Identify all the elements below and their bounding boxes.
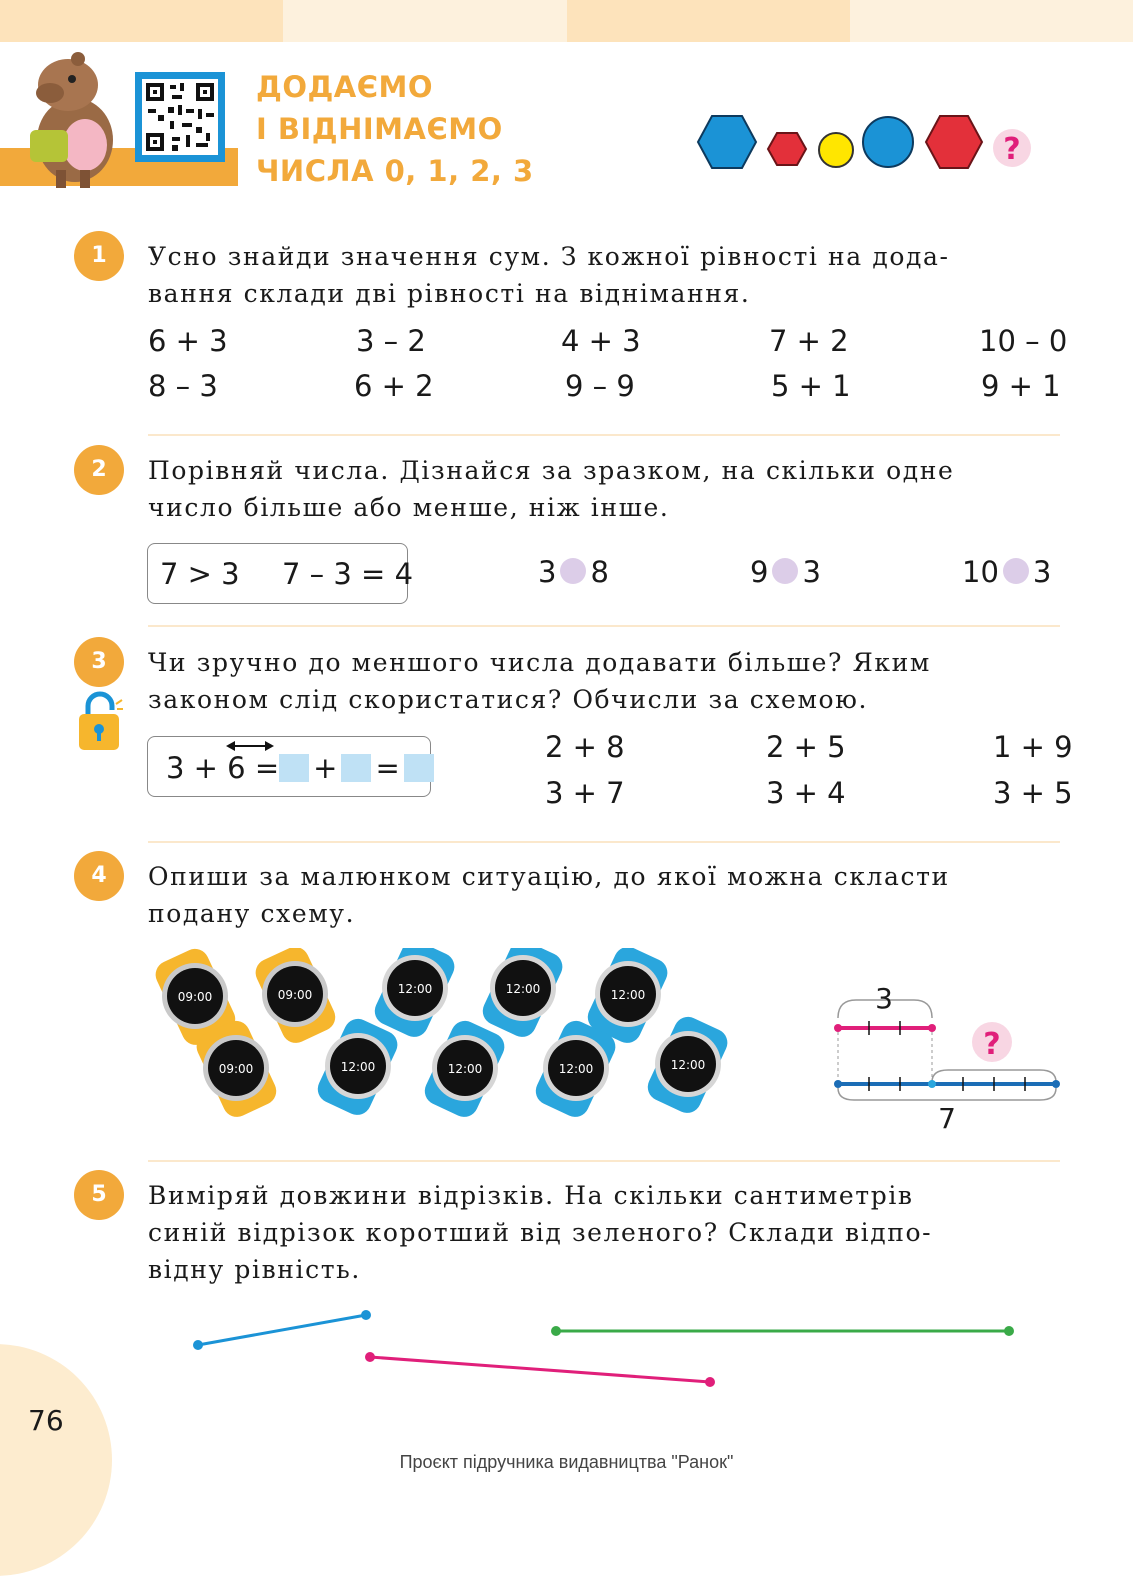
- svg-text:12:00: 12:00: [397, 982, 433, 996]
- yellow-watch-image: [251, 948, 340, 1048]
- comparison-blank-circle[interactable]: [1003, 558, 1029, 584]
- comparison-left: 9: [750, 555, 769, 589]
- red-hexagon-shape: [926, 116, 982, 168]
- blue-watch-image: [313, 1014, 402, 1119]
- segments-drawing: [180, 1300, 1030, 1400]
- publisher-credit: Проєкт підручника видавництва "Ранок": [399, 1452, 734, 1472]
- task-3-text-line-1: Чи зручно до меншого числа додавати більше? Яким: [148, 648, 931, 677]
- blue-segment: [198, 1315, 366, 1345]
- page-number: 76: [28, 1404, 64, 1437]
- blue-watch-image: [478, 948, 567, 1042]
- task-2-number: 2: [74, 445, 124, 495]
- qr-code-frame[interactable]: [135, 72, 225, 162]
- task-3-text: [148, 644, 1028, 718]
- task-3-text-line-2: законом слід скористатися? Обчисли за схемою.: [148, 685, 869, 714]
- svg-text:12:00: 12:00: [558, 1062, 594, 1076]
- task-4-text-line-2: подану схему.: [148, 899, 356, 928]
- task-3-expression: 1 + 9: [993, 730, 1073, 764]
- qr-code-image: [142, 79, 218, 155]
- task-1-text-line-2: вання склади дві рівності на віднімання.: [148, 279, 751, 308]
- red-hexagon-small-shape: [768, 133, 806, 165]
- task-1-text: [148, 238, 1028, 312]
- example-comparison: 7 > 3: [160, 557, 240, 591]
- task-2-text: [148, 452, 1028, 526]
- task-3-expression: 3 + 7: [545, 776, 625, 810]
- svg-text:12:00: 12:00: [670, 1058, 706, 1072]
- comparison-left: 10: [962, 555, 999, 589]
- segment-scheme-diagram: [828, 978, 1068, 1138]
- shape-pattern: [690, 108, 1040, 178]
- scheme-plus: +: [313, 751, 338, 785]
- scheme-expression: [166, 751, 434, 785]
- task-1-number: 1: [74, 231, 124, 281]
- task-1-expression: 9 + 1: [981, 369, 1061, 403]
- task-1-expression: 9 – 9: [565, 369, 635, 403]
- task-4-text-line-1: Опиши за малюнком ситуацію, до якої можна скласти: [148, 862, 950, 891]
- task-1-expression: 8 – 3: [148, 369, 218, 403]
- task-5-text-line-3: відну рівність.: [148, 1255, 361, 1284]
- comparison-item: [962, 555, 1051, 589]
- scheme-left: 3 + 6 =: [166, 751, 280, 785]
- scheme-eq: =: [375, 751, 400, 785]
- task-1-expression: 6 + 2: [354, 369, 434, 403]
- task-5-text-line-2: синій відрізок коротший від зеленого? Склади відпо-: [148, 1218, 933, 1247]
- task-2-text-line-1: Порівняй числа. Дізнайся за зразком, на скільки одне: [148, 456, 955, 485]
- task-3-expression: 2 + 5: [766, 730, 846, 764]
- scheme-question-mark: ?: [983, 1027, 1001, 1062]
- task-1-text-line-1: Усно знайди значення сум. З кожної рівності на дода-: [148, 242, 950, 271]
- blue-circle-shape: [863, 117, 913, 167]
- task-3-scheme-box: [147, 736, 431, 797]
- task-2-example-box: [147, 543, 414, 604]
- svg-text:09:00: 09:00: [218, 1062, 254, 1076]
- task-divider: [148, 841, 1060, 843]
- answer-blank[interactable]: [279, 754, 309, 782]
- task-1-expression: 10 – 0: [979, 324, 1068, 358]
- task-4-number: 4: [74, 851, 124, 901]
- lesson-title-line-2: І ВІДНІМАЄМО: [256, 112, 503, 146]
- svg-text:12:00: 12:00: [340, 1060, 376, 1074]
- yellow-circle-shape: [819, 133, 853, 167]
- lesson-title-line-3: ЧИСЛА 0, 1, 2, 3: [256, 154, 534, 188]
- top-band-4: [850, 0, 1133, 42]
- scheme-bottom-value: 7: [938, 1102, 956, 1135]
- task-5-text: [148, 1177, 1028, 1288]
- comparison-right: 3: [802, 555, 821, 589]
- comparison-blank-circle[interactable]: [560, 558, 586, 584]
- capybara-mascot-image: [20, 45, 120, 190]
- blue-watch-image: [370, 948, 459, 1042]
- task-4-text: [148, 858, 1028, 932]
- top-band-1: [0, 0, 283, 42]
- task-5-number: 5: [74, 1170, 124, 1220]
- task-3-expression: 3 + 5: [993, 776, 1073, 810]
- task-3-number: 3: [74, 637, 124, 687]
- comparison-item: [538, 555, 609, 589]
- svg-text:09:00: 09:00: [177, 990, 213, 1004]
- svg-text:09:00: 09:00: [277, 988, 313, 1002]
- pink-segment: [370, 1357, 710, 1382]
- comparison-left: 3: [538, 555, 557, 589]
- task-1-expression: 3 – 2: [356, 324, 426, 358]
- comparison-right: 3: [1032, 555, 1052, 589]
- top-band-2: [283, 0, 567, 42]
- comparison-right: 8: [590, 555, 609, 589]
- task-1-expression: 7 + 2: [769, 324, 849, 358]
- answer-blank[interactable]: [341, 754, 371, 782]
- task-2-text-line-2: число більше або менше, ніж інше.: [148, 493, 670, 522]
- task-divider: [148, 1160, 1060, 1162]
- watches-illustration: [150, 948, 750, 1133]
- answer-blank[interactable]: [404, 754, 434, 782]
- pattern-question-mark: ?: [1003, 132, 1021, 167]
- svg-text:12:00: 12:00: [505, 982, 541, 996]
- top-band-3: [567, 0, 850, 42]
- comparison-item: [750, 555, 821, 589]
- task-1-expression: 6 + 3: [148, 324, 228, 358]
- comparison-blank-circle[interactable]: [772, 558, 798, 584]
- scheme-top-value: 3: [875, 982, 893, 1015]
- example-equation: 7 – 3 = 4: [282, 557, 414, 591]
- lesson-title-line-1: ДОДАЄМО: [256, 70, 434, 104]
- task-1-expression: 5 + 1: [771, 369, 851, 403]
- blue-watch-image: [643, 1012, 732, 1117]
- blue-hexagon-shape: [698, 116, 756, 168]
- svg-text:12:00: 12:00: [447, 1062, 483, 1076]
- task-1-expression: 4 + 3: [561, 324, 641, 358]
- blue-watch-image: [420, 1016, 509, 1121]
- padlock-icon: [76, 690, 124, 752]
- task-5-text-line-1: Виміряй довжини відрізків. На скільки сантиметрів: [148, 1181, 914, 1210]
- svg-text:12:00: 12:00: [610, 988, 646, 1002]
- task-divider: [148, 434, 1060, 436]
- task-3-expression: 3 + 4: [766, 776, 846, 810]
- task-divider: [148, 625, 1060, 627]
- task-3-expression: 2 + 8: [545, 730, 625, 764]
